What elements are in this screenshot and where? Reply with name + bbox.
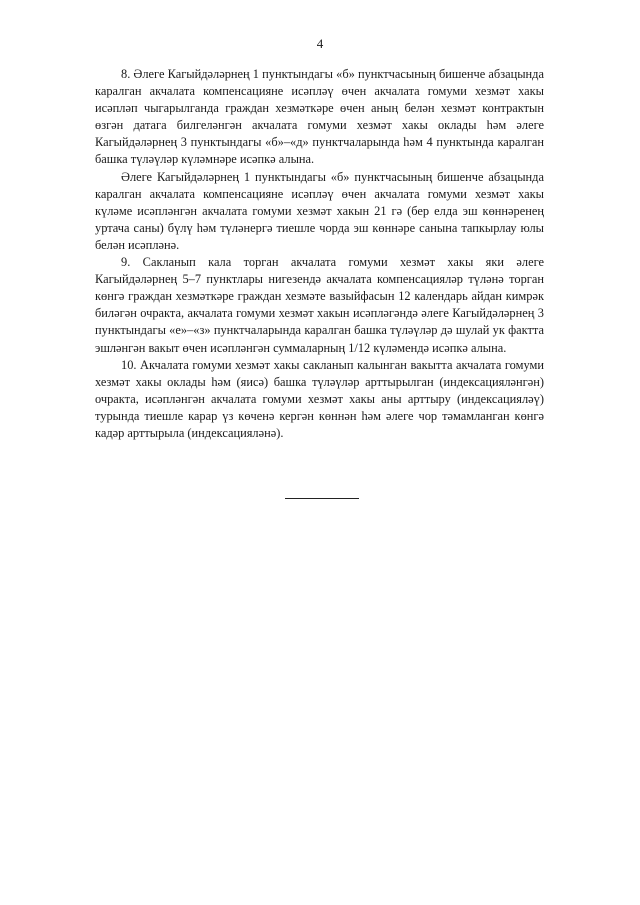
paragraph-10: 10. Акчалата гомуми хезмәт хакы сакланып калынган вакытта акчалата гомуми хезмәт хакы оклады һәм (яисә) башка түләүләр арттырылган (индексацияләнгән) очракта, исәпләнгән акчалата гомуми хезмәт хакы аны арттыру (индексацияләү) турында тиешле карар үз көченә кергән көннән һәм әлеге чор тәмамланган көнгә кадәр арттырыла (индексацияләнә). bbox=[95, 357, 544, 440]
paragraph-8-continued: Әлеге Кагыйдәләрнең 1 пунктындагы «б» пунктчасының бишенче абзацында каралган акчалата компенсацияне исәпләү өчен акчалата гомуми хезмәт хакы күләме исәпләнгән акчалата гомуми хезмәт хакын 21 гә (бер елда эш көннәренең уртача саны) бүлү һәм түләнергә тиешле чорда эш көннәре санына тапкырлау юлы белән исәпләнә. bbox=[95, 169, 544, 252]
page-number: 4 bbox=[316, 36, 324, 51]
paragraph-9: 9. Сакланып кала торган акчалата гомуми хезмәт хакы яки әлеге Кагыйдәләрнең 5–7 пунктлары нигезендә акчалата компенсацияләр түләнә торган көнгә граждан хезмәткәре граждан хезмәте вазыйфасын 12 календарь айдан кимрәк биләгән очракта, акчалата гомуми хезмәт хакын исәпләгәндә әлеге Кагыйдәләрнең 3 пунктындагы «е»–«з» пунктчаларында каралган башка түләүләр дә шулай ук фактта эшләнгән вакыт өчен исәпләнгән суммаларның 1/12 күләмендә исәпкә алына. bbox=[95, 255, 544, 355]
paragraph-8: 8. Әлеге Кагыйдәләрнең 1 пунктындагы «б» пунктчасының бишенче абзацында каралган акчалата компенсацияне исәпләү өчен акчалата гомуми хезмәт хакы исәпләп чыгарылганда граждан хезмәткәре өчен аның белән хезмәт контрактын өзгән датага билгеләнгән акчалата гомуми хезмәт хакы оклады һәм әлеге Кагыйдәләрнең 3 пунктындагы «б»–«д» пунктчаларында һәм 4 пунктында каралган башка түләүләр күләмнәре исәпкә алына. bbox=[95, 67, 544, 167]
document-body bbox=[95, 66, 544, 442]
end-separator-line bbox=[285, 498, 359, 499]
